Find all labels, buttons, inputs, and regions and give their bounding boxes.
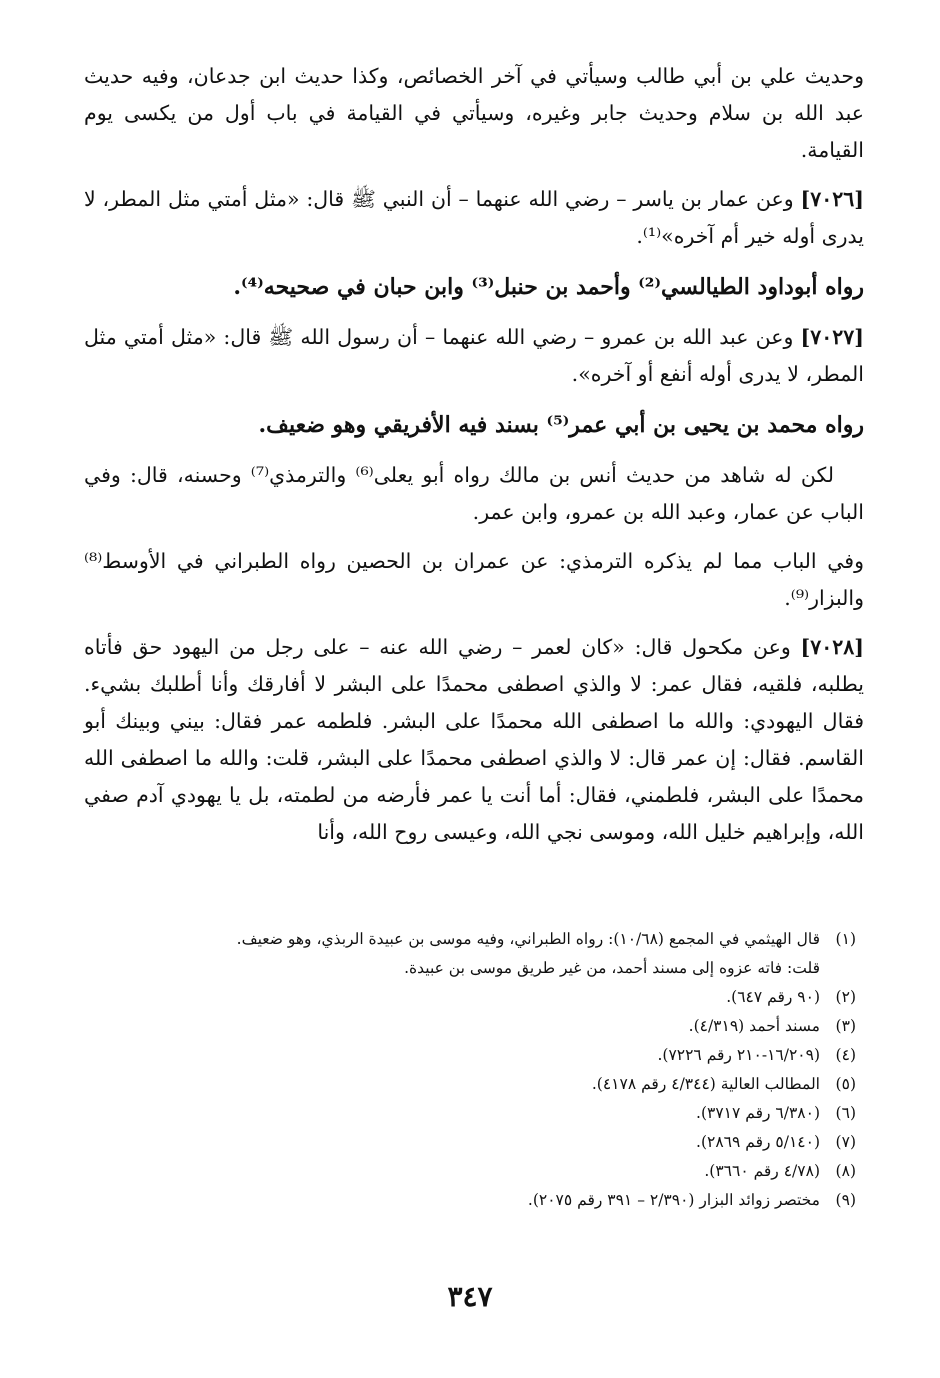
paragraph-text: وحديث علي بن أبي طالب وسيأتي في آخر الخصائص، وكذا حديث ابن جدعان، وفيه حديث عبد الله بن سلام وحديث جابر وغيره، وسيأتي في القيامة في باب أول من يكسى يوم القيامة. [84,64,864,162]
attribution-text: رواه أبوداود الطيالسي⁽²⁾ وأحمد بن حنبل⁽³⁾ وابن حبان في صحيحه⁽⁴⁾. [233,274,864,300]
hadith-paragraph [84,629,864,851]
footnote-number: (٩) [835,1191,856,1209]
hadith-text: وعن مكحول قال: «كان لعمر – رضي الله عنه – على رجل من اليهود حق فأتاه يطلبه، فلقيه، فقال عمر: لا والذي اصطفى محمدًا على البشر لا أفارقك وأنا أطلبك بشيء. فقال اليهودي: والله ما اصطفى الله محمدًا على البشر. فلطمه عمر فقال: بيني وبينك أبو القاسم. فقال: إن عمر قال: لا والذي اصطفى محمدًا على البشر، قلت: والله ما اصطفى الله محمدًا على البشر، فلطمني، فقال: أما أنت يا عمر فأرضه من لطمته، بل يا يهودي آدم صفي الله، وإبراهيم خليل الله، وموسى نجي الله، وعيسى روح الله، وأنا [84,635,864,844]
footnote [96,1099,856,1128]
hadith-paragraph [84,181,864,255]
footnote-number: (٨) [835,1162,856,1180]
footnote [96,954,856,983]
hadith-number: [٧٠٢٧] [800,325,864,349]
footnote [96,1070,856,1099]
footnote-number: (٤) [835,1046,856,1064]
footnote-text: (٩٠ رقم ٦٤٧). [726,988,820,1006]
hadith-text: وعن عمار بن ياسر – رضي الله عنهما – أن النبي ﷺ قال: «مثل أمتي مثل المطر، لا يدرى أوله خير أم آخره»⁽¹⁾. [84,187,864,248]
hadith-number: [٧٠٢٦] [800,187,864,211]
hadith-paragraph [84,319,864,393]
paragraph [84,58,864,169]
footnote-number: (٥) [835,1075,856,1093]
footnote-text: (٤/٧٨ رقم ٣٦٦٠). [704,1162,820,1180]
footnote [96,1041,856,1070]
footnote [96,1157,856,1186]
footnote-text: قال الهيثمي في المجمع (١٠/٦٨): رواه الطبراني، وفيه موسى بن عبيدة الربذي، وهو ضعيف. [236,930,820,948]
paragraph-text: لكن له شاهد من حديث أنس بن مالك رواه أبو يعلى⁽⁶⁾ والترمذي⁽⁷⁾ وحسنه، قال: وفي الباب عن عمار، وعبد الله بن عمرو، وابن عمر. [84,463,864,524]
footnote-text: (٦/٣٨٠ رقم ٣٧١٧). [696,1104,820,1122]
paragraph-text: وفي الباب مما لم يذكره الترمذي: عن عمران بن الحصين رواه الطبراني في الأوسط⁽⁸⁾ والبزار⁽⁹⁾. [84,549,864,610]
footnote-number: (٣) [835,1017,856,1035]
footnote-text: مسند أحمد (٤/٣١٩). [688,1017,820,1035]
footnote-number: (٢) [835,988,856,1006]
footnote [96,1012,856,1041]
footnote-text: مختصر زوائد البزار (٢/٣٩٠ – ٣٩١ رقم ٢٠٧٥). [527,1191,820,1209]
footnote-text: (٥/١٤٠ رقم ٢٨٦٩). [696,1133,820,1151]
footnote [96,1128,856,1157]
footnote-number: (٧) [835,1133,856,1151]
footnote [96,983,856,1012]
paragraph [84,457,864,531]
page-number: ٣٤٧ [447,1280,493,1313]
paragraph [84,543,864,617]
footnote [96,925,856,954]
footnote-number: (١) [835,930,856,948]
hadith-number: [٧٠٢٨] [800,635,864,659]
footnotes [96,925,856,1215]
attribution [84,405,864,445]
footnote-text: المطالب العالية (٤/٣٤٤ رقم ٤١٧٨). [591,1075,820,1093]
main-text [84,58,864,863]
footnote-number: (٦) [835,1104,856,1122]
attribution-text: رواه محمد بن يحيى بن أبي عمر⁽⁵⁾ بسند فيه الأفريقي وهو ضعيف. [258,412,864,438]
attribution [84,267,864,307]
footnote-text: قلت: فاته عزوه إلى مسند أحمد، من غير طريق موسى بن عبيدة. [404,959,820,977]
footnote-text: (١٦/٢٠٩-٢١٠ رقم ٧٢٢٦). [657,1046,820,1064]
footnote [96,1186,856,1215]
hadith-text: وعن عبد الله بن عمرو – رضي الله عنهما – أن رسول الله ﷺ قال: «مثل أمتي مثل المطر، لا يدرى أوله أنفع أو آخره». [84,325,864,386]
